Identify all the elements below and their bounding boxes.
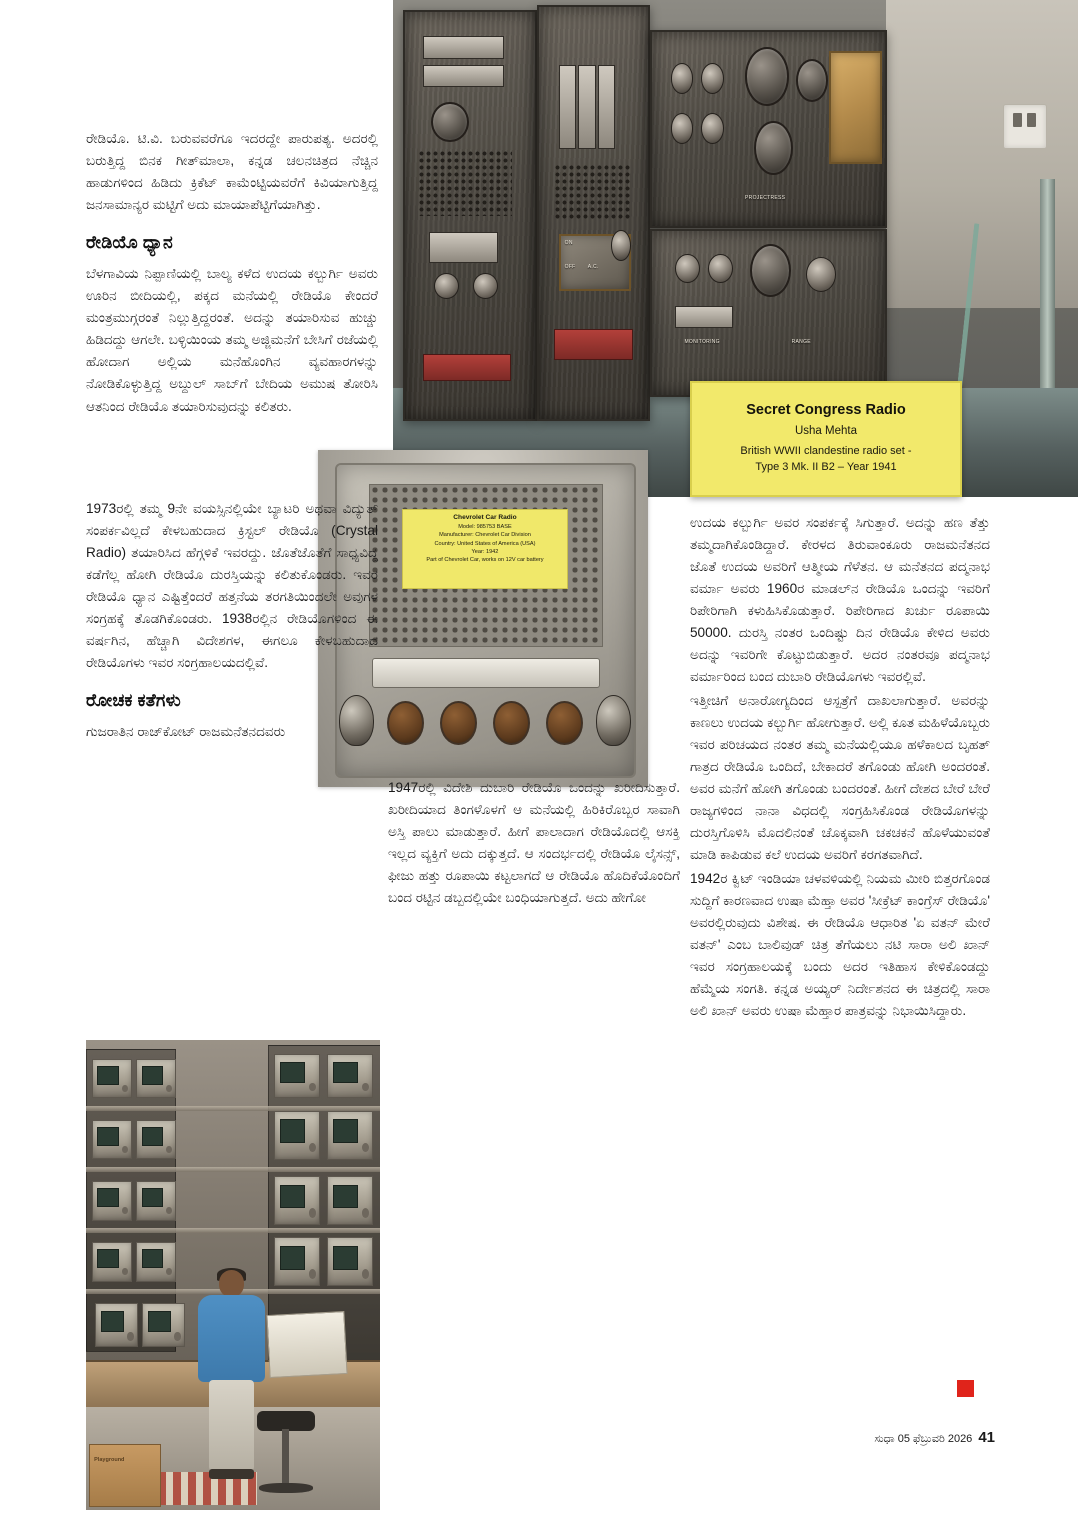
radio-chassis-left (403, 10, 537, 422)
chair-base (259, 1483, 313, 1494)
car-radio-label (402, 509, 568, 590)
radio-chassis-second (537, 5, 651, 422)
footer (820, 1429, 995, 1446)
car-label-title: Chevrolet Car Radio (453, 513, 517, 521)
chair-seat (257, 1411, 316, 1431)
equipment-box (327, 1176, 373, 1225)
museum-label-desc-2: Type 3 Mk. II B2 – Year 1941 (755, 461, 897, 473)
chair-pole (282, 1429, 289, 1484)
equipment-box (327, 1054, 373, 1098)
middle-column (388, 777, 680, 909)
left-paragraph-3: 1973ರಲ್ಲಿ ತಮ್ಮ 9ನೇ ವಯಸ್ಸಿನಲ್ಲಿಯೇ ಬ್ಯಾಟರಿ ಅಥವಾ ವಿದ್ಯುತ್ ಸಂಪರ್ಕವಿಲ್ಲದೆ ಕೇಳಬಹುದಾದ ಕ್ರಿಸ್ಟಲ್ ರೇಡಿಯೊ (Crystal Radio) ತಯಾರಿಸಿದ ಹೆಗ್ಗಳಿಕೆ ಇವರದ್ದು. ಜೊತೆಜೊತೆಗೆ ಸಾಧ್ಯವಿದ್ದ ಕಡೆಗೆಲ್ಲ ಹೋಗಿ ರೇಡಿಯೊ ದುರಸ್ತಿಯನ್ನು ಕಲಿತುಕೊಂಡರು. ಇವರ ರೇಡಿಯೊ ಧ್ಯಾನ ಎಷ್ಟಿತ್ತೆಂದರೆ ಹತ್ತನೆಯ ತರಗತಿಯಿಂದಲೇ ಅವುಗಳ ಸಂಗ್ರಹಕ್ಕೆ ತೊಡಗಿಕೊಂಡರು. 1938ರಲ್ಲಿನ ರೇಡಿಯೊಗಳಿಂದ ಈ ವರ್ಷಗಿನ, ಹೆಚ್ಚಾಗಿ ವಿದೇಶಗಳ, ಈಗಲೂ ಕೇಳಬಹುದಾದ ರೇಡಿಯೊಗಳು ಇವರ ಸಂಗ್ರಹಾಲಯದಲ್ಲಿವೆ. (86, 501, 378, 671)
left-paragraph-4: ಗುಜರಾತಿನ ರಾಜ್‌ಕೋಟ್ ರಾಜಮನೆತನದವರು (86, 724, 286, 740)
chassis-label-off: OFF (564, 263, 576, 270)
equipment-box (92, 1181, 132, 1221)
left-column-upper (86, 128, 378, 418)
car-label-country: Country: United States of America (USA) (434, 540, 536, 547)
car-label-model: Model: 985753 BASE (458, 523, 512, 530)
museum-label-desc-1: British WWII clandestine radio set - (740, 445, 912, 458)
middle-paragraph-1: 1947ರಲ್ಲಿ ವಿದೇಶಿ ದುಬಾರಿ ರೇಡಿಯೊ ಒಂದನ್ನು ಖರೀದಿಸುತ್ತಾರೆ. ಖರೀದಿಯಾದ ತಿಂಗಳೊಳಗೆ ಆ ಮನೆಯಲ್ಲಿ ಹಿರಿಕಿರೊಬ್ಬರ ಸಾವಾಗಿ ಅಸ್ತಿ ಪಾಲು ಮಾಡುತ್ತಾರೆ. ಹೀಗೆ ಪಾಲಾದಾಗ ರೇಡಿಯೊದಲ್ಲಿ ಆಸಕ್ತಿ ಇಲ್ಲದ ವ್ಯಕ್ತಿಗೆ ಅದು ದಕ್ಕುತ್ತದೆ. ಆ ಸಂದರ್ಭದಲ್ಲಿ ರೇಡಿಯೊ ಲೈಸನ್ಸ್, ಫೀಜು ಹತ್ತು ರೂಪಾಯಿ ಕಟ್ಟಲಾಗದೆ ಆ ರೇಡಿಯೊ ಹೊದಿಕೆಯೊಂದಿಗೆ ಬಂದ ರಟ್ಟಿನ ಡಬ್ಬದಲ್ಲಿಯೇ ಬಂಧಿಯಾಗುತ್ತದೆ. ಅದು ಹೇಗೋ (388, 780, 680, 906)
preset-button (546, 701, 583, 745)
equipment-box (327, 1237, 373, 1286)
car-label-note: Part of Chevrolet Car, works on 12V car battery (426, 557, 544, 564)
chassis-label-monitoring: MONITORING (684, 338, 720, 345)
preset-button (493, 701, 530, 745)
shelf-line (86, 1228, 380, 1233)
equipment-box (274, 1054, 320, 1098)
car-label-manufacturer: Manufacturer: Chevrolet Car Division (439, 532, 531, 539)
newspaper-pile (267, 1311, 349, 1378)
museum-caption-label (690, 381, 962, 497)
workshop-photo (86, 1040, 380, 1510)
right-column (690, 512, 990, 1022)
museum-label-title: Secret Congress Radio (746, 402, 906, 419)
radio-chassis-lower-right (650, 229, 887, 397)
chassis-label-ac: A.C. (587, 263, 599, 270)
right-paragraph-3: 1942ರ ಕ್ವಿಟ್ ಇಂಡಿಯಾ ಚಳವಳಿಯಲ್ಲಿ ನಿಯಮ ಮೀರಿ ಬಿತ್ತರಗೊಂಡ ಸುದ್ದಿಗೆ ಕಾರಣವಾದ ಉಷಾ ಮೆಹ್ತಾ ಅವರ 'ಸೀಕ್ರೆಟ್ ಕಾಂಗ್ರೆಸ್ ರೇಡಿಯೊ' ಅವರಲ್ಲಿರುವುದು ವಿಶೇಷ. ಈ ರೇಡಿಯೊ ಆಧಾರಿತ 'ಏ ವತನ್ ಮೇರೆ ವತನ್' ಎಂಬ ಬಾಲಿವುಡ್ ಚಿತ್ರ ತೆಗೆಯಲು ನಟಿ ಸಾರಾ ಅಲಿ ಖಾನ್ ಇವರ ಸಂಗ್ರಹಾಲಯಕ್ಕೆ ಬಂದು ಅದರ ಇತಿಹಾಸ ಕೇಳಿಕೊಂಡದ್ದು ಹೆಮ್ಮೆಯ ಸಂಗತಿ. ಕನ್ನಡ ಅಯ್ಯರ್ ನಿರ್ದೇಶನದ ಈ ಚಿತ್ರದಲ್ಲಿ ಸಾರಾ ಅಲಿ ಖಾನ್ ಅವರು ಉಷಾ ಮೆಹ್ತಾರ ಪಾತ್ರವನ್ನು ನಿಭಾಯಿಸಿದ್ದಾರು. (690, 871, 990, 1019)
cardboard-carton (89, 1444, 162, 1507)
equipment-box (274, 1111, 320, 1160)
tuning-dial-bar (372, 658, 600, 688)
page-number: 41 (978, 1429, 995, 1446)
equipment-box (136, 1242, 176, 1282)
chassis-label-projectress: PROJECTRESS (745, 194, 786, 201)
subhead-radio-dhyana: ರೇಡಿಯೊ ಧ್ಯಾನ (86, 232, 173, 253)
equipment-box (274, 1176, 320, 1225)
equipment-box (136, 1120, 176, 1160)
left-paragraph-1: ರೇಡಿಯೊ. ಟಿ.ವಿ. ಬರುವವರೆಗೂ ಇದರದ್ದೇ ಪಾರುಪತ್ಯ. ಅದರಲ್ಲಿ ಬರುತ್ತಿದ್ದ ಬಿನಕ ಗೀತ್‌ಮಾಲಾ, ಕನ್ನಡ ಚಲನಚಿತ್ರದ ನೆಚ್ಚಿನ ಹಾಡುಗಳಿಂದ ಹಿಡಿದು ಕ್ರಿಕೆಟ್ ಕಾಮೆಂಟ್ಟಿಯವರೆಗೆ ಕಿವಿಯಾಗುತ್ತಿದ್ದ ಜನಸಾಮಾನ್ಯರ ಮಟ್ಟಿಗೆ ಅದು ಮಾಯಾಪೆಟ್ಟಿಗೆಯಾಗಿತ್ತು. (86, 131, 378, 213)
chassis-label-on: ON (564, 240, 573, 247)
footer-issue-text: ಸುಧಾ 05 ಫೆಬ್ರುವರಿ 2026 (874, 1433, 973, 1445)
equipment-box (136, 1181, 176, 1221)
equipment-box (92, 1242, 132, 1282)
head (219, 1270, 244, 1297)
trousers (209, 1380, 253, 1471)
equipment-box (92, 1059, 132, 1099)
carton-text: Playground (94, 1457, 125, 1464)
left-column-lower (86, 498, 378, 743)
equipment-box (327, 1111, 373, 1160)
preset-button-row (387, 701, 583, 741)
shoes (209, 1469, 253, 1479)
right-paragraph-1: ಉದಯ ಕಲ್ಬುರ್ಗಿ ಅವರ ಸಂಪರ್ಕಕ್ಕೆ ಸಿಗುತ್ತಾರೆ. ಅದನ್ನು ಹಣ ತೆತ್ತು ತಮ್ಮದಾಗಿಕೊಂಡಿದ್ದಾರೆ. ಕೇರಳದ ತಿರುವಾಂಕೂರು ರಾಜಮನೆತನದ ಜೊತೆ ಉದಯ ಅವರಿಗೆ ಆತ್ಮೀಯ ಗೆಳೆತನ. ಆ ಮನೆತನದ ಪದ್ಮನಾಭ ವರ್ಮಾ ಅವರು 1960ರ ಮಾಡಲ್‌ನ ರೇಡಿಯೊ ಒಂದನ್ನು ಇವರಿಗೆ ರಿಪೇರಿಗಾಗಿ ಕಳುಹಿಸಿಕೊಡುತ್ತಾರೆ. ರಿಪೇರಿಗಾದ ಖರ್ಚು ರೂಪಾಯಿ 50000. ದುರಸ್ತಿ ನಂತರ ಒಂದಿಷ್ಟು ದಿನ ರೇಡಿಯೊ ಕೇಳಿದ ಅವರು ಅದನ್ನು ಇವರಿಗೇ ಕೊಟ್ಟುಬಿಡುತ್ತಾರೆ. ಅದರ ನಂತರವೂ ಪದ್ಮನಾಭ ವರ್ಮಾರಿಂದ ಬಂದ ದುಬಾರಿ ರೇಡಿಯೊಗಳು ಇವರಲ್ಲಿವೆ. (690, 515, 990, 685)
equipment-box (95, 1303, 138, 1347)
power-socket-icon (1003, 104, 1047, 148)
blue-shirt (198, 1295, 265, 1382)
shelf-line (86, 1167, 380, 1172)
equipment-box (92, 1120, 132, 1160)
car-label-year: Year: 1942 (471, 548, 499, 555)
equipment-box (142, 1303, 185, 1347)
end-of-article-marker (957, 1380, 974, 1397)
equipment-box (274, 1237, 320, 1286)
radio-chassis-upper-right (650, 30, 887, 228)
chassis-label-range: RANGE (791, 338, 811, 345)
right-paragraph-2: ಇತ್ತೀಚಿಗೆ ಅನಾರೋಗ್ಯದಿಂದ ಆಸ್ಪತ್ರೆಗೆ ದಾಖಲಾಗುತ್ತಾರೆ. ಅವರನ್ನು ಕಾಣಲು ಉದಯ ಕಲ್ಬುರ್ಗಿ ಹೋಗುತ್ತಾರೆ. ಅಲ್ಲಿ ಕೂತ ಮಹಿಳೆಯೊಬ್ಬರು ಇವರ ಪರಿಚಯದ ನಂತರ ತಮ್ಮ ಮನೆಯಲ್ಲಿಯೂ ಹಳೆಕಾಲದ ಬೃಹತ್ ಗಾತ್ರದ ರೇಡಿಯೊ ಒಂದಿದೆ, ಬೇಕಾದರೆ ತಗೊಂಡು ಹೋಗಿ ಅಂದರಂತೆ. ಅವರ ಮನೆಗೆ ಹೋಗಿ ತಗೊಂಡು ಬಂದರಂತೆ. ಹೀಗೆ ದೇಶದ ಬೇರೆ ಬೇರೆ ರಾಜ್ಯಗಳಿಂದ ನಾನಾ ವಿಧದಲ್ಲಿ ಸಂಗ್ರಹಿಸಿಕೊಂಡ ರೇಡಿಯೊಗಳನ್ನು ದುರಸ್ತಿಗೊಳಿಸಿ ಮೊದಲಿನಂತೆ ಚೊಕ್ಕವಾಗಿ ಚಕಚಕನೆ ಹೊಳೆಯುವಂತೆ ಮಾಡಿ ಕಾಪಿಡುವ ಕಲೆ ಉದಯ ಅವರಿಗೆ ಕರಗತವಾಗಿದೆ. (690, 693, 990, 863)
equipment-box (136, 1059, 176, 1099)
tuning-knob (596, 695, 631, 747)
car-radio-frame (335, 463, 636, 777)
subhead-rochaka-kathegalu: ರೋಚಕ ಕತೆಗಳು (86, 690, 181, 711)
left-paragraph-2: ಬೆಳಗಾವಿಯ ನಿಪ್ಪಾಣಿಯಲ್ಲಿ ಬಾಲ್ಯ ಕಳೆದ ಉದಯ ಕಲ್ಬುರ್ಗಿ ಅವರು ಊರಿನ ಬೀದಿಯಲ್ಲಿ, ಪಕ್ಕದ ಮನೆಯಲ್ಲಿ ರೇಡಿಯೊ ಕೇಂದರೆ ಮಂತ್ರಮುಗ್ಗರಂತೆ ನಿಲ್ಲುತ್ತಿದ್ದರಂತೆ. ಅದನ್ನು ತಯಾರಿಸುವ ಹುಚ್ಚು ಹಿಡಿದದ್ದು ಆಗಲೇ. ಬಳ್ಳಿಯಿಂಯ ತಮ್ಮ ಅಜ್ಜಿಮನೆಗೆ ಬೇಸಿಗೆ ರಜೆಯಲ್ಲಿ ಹೋದಾಗ ಅಲ್ಲಿಯ ಮನೆಹೊಂಗಿನ ವ್ಯವಹಾರಗಳನ್ನು ನೋಡಿಕೊಳ್ಳುತ್ತಿದ್ದ ಅಬ್ದುಲ್ ಸಾಬ್‌ಗೆ ಬೇದಿಯ ಅಮುಷ ತೋರಿಸಿ ಆತನಿಂದ ರೇಡಿಯೊ ತಯಾರಿಸುವುದನ್ನು ಕಲಿತರು. (86, 266, 378, 414)
office-chair (257, 1411, 316, 1500)
museum-label-person: Usha Mehta (794, 425, 857, 438)
preset-button (440, 701, 477, 745)
preset-button (387, 701, 424, 745)
